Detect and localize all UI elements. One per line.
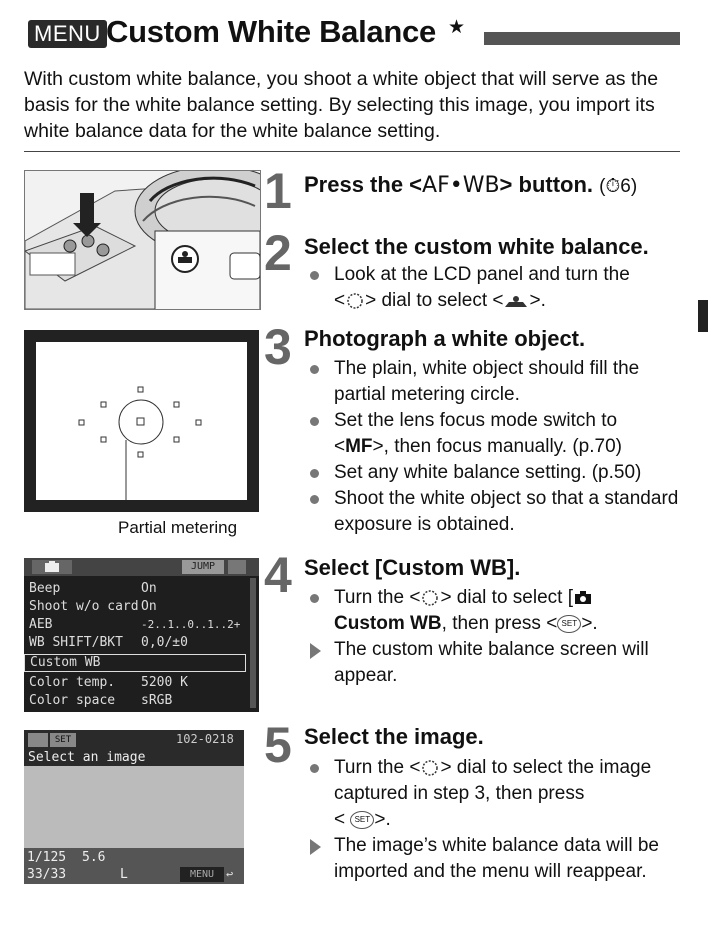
camera-top-illustration [24, 170, 261, 310]
lcd-scrollbar [250, 578, 256, 708]
camera-icon [573, 590, 593, 606]
lcd-row: Shoot w/o card On [29, 599, 157, 614]
af-points-svg [36, 342, 247, 500]
custom-wb-icon [28, 733, 48, 747]
lcd-row: Beep On [29, 581, 157, 596]
side-tab [698, 300, 708, 332]
page-title: Custom White Balance [106, 14, 436, 49]
bullet-item: Turn the < > dial to select the image captured in step 3, then press < SET >. [304, 755, 684, 833]
set-button-icon: SET [557, 615, 581, 633]
jump-label: JUMP [182, 560, 224, 574]
step-title: Press the <AF•WB> button. (⏱6) [304, 172, 638, 198]
bullet-item: Set any white balance setting. (p.50) [304, 460, 684, 486]
step-bullets [304, 755, 684, 885]
star-icon: ★ [448, 17, 466, 38]
image-count: 33/33 [27, 867, 67, 882]
file-number: 102-0218 [176, 732, 234, 746]
bullet-item: The image’s white balance data will be imported and the menu will reappear. [304, 833, 684, 885]
step-number: 3 [264, 319, 292, 375]
bullet-item: The plain, white object should fill the partial metering circle. [304, 356, 684, 408]
bullet-item: Shoot the white object so that a standard exposure is obtained. [304, 486, 684, 538]
lcd-menu-screen [24, 558, 259, 712]
main-dial-icon [420, 588, 440, 608]
step-title: Select the image. [304, 724, 484, 749]
bullet-item: Turn the < > dial to select [ Custom WB, then press < SET >. [304, 585, 684, 637]
aperture: 5.6 [82, 850, 106, 865]
camera-illustration-svg [25, 171, 260, 309]
lcd-row: WB SHIFT/BKT 0,0/±0 [29, 635, 188, 650]
lcd-row: Color space sRGB [29, 693, 173, 708]
step-title: Photograph a white object. [304, 326, 586, 351]
lcd-row: Color temp. 5200 K [29, 675, 188, 690]
set-button-icon: SET [350, 811, 374, 829]
step-number: 5 [264, 717, 292, 773]
menu-tag: MENU [28, 20, 107, 48]
set-tag: SET [50, 733, 76, 747]
play-tab-icon [228, 560, 246, 574]
lcd-select-image-screen [24, 730, 244, 884]
step-bullets [304, 356, 684, 538]
quality-label: L [120, 867, 128, 882]
return-icon: ↩ [226, 867, 234, 881]
viewfinder-illustration [24, 330, 259, 512]
bullet-item: Look at the LCD panel and turn the < > dial to select < >. [304, 262, 684, 314]
step-bullets [304, 585, 684, 689]
select-prompt: Select an image [28, 750, 146, 765]
step-number: 2 [264, 225, 292, 281]
step-number: 4 [264, 547, 292, 603]
custom-wb-icon [503, 293, 529, 309]
step-title: Select the custom white balance. [304, 234, 649, 259]
lcd-row: AEB -2..1..0..1..2+ [29, 617, 241, 632]
divider [24, 151, 680, 152]
image-caption: Partial metering [118, 518, 238, 537]
viewfinder-frame [36, 342, 247, 500]
bullet-item: The custom white balance screen will appear. [304, 637, 684, 689]
main-dial-icon [345, 291, 365, 311]
intro-text: With custom white balance, you shoot a white object that will serve as the basis for the white balance setting. By selecting this image, you import its white balance data for the white balance setting. [24, 68, 659, 142]
bullet-item: Set the lens focus mode switch to <MF>, then focus manually. (p.70) [304, 408, 684, 460]
lcd-row-selected: Custom WB [24, 654, 246, 672]
step-title: Select [Custom WB]. [304, 555, 521, 580]
shutter-speed: 1/125 [27, 850, 67, 865]
step-bullets [304, 262, 684, 314]
camera-tab-icon [32, 560, 72, 574]
menu-label: MENU [180, 867, 224, 882]
main-dial-icon [420, 758, 440, 778]
title-bar [484, 32, 680, 45]
step-number: 1 [264, 163, 292, 219]
